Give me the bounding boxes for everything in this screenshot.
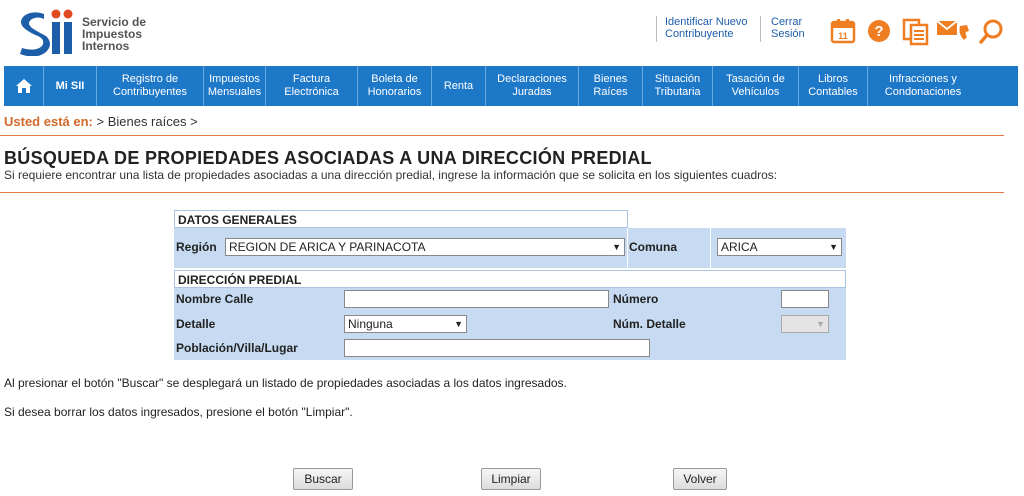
poblacion-input[interactable] xyxy=(344,339,650,357)
limpiar-button[interactable]: Limpiar xyxy=(481,468,541,490)
region-select[interactable] xyxy=(225,238,625,256)
nav-label: Libros xyxy=(818,73,848,85)
header-separator xyxy=(656,16,657,42)
cell-divider xyxy=(627,228,628,268)
nav-label: Electrónica xyxy=(284,86,339,98)
nav-label: Bienes xyxy=(593,73,628,85)
nav-label: Infracciones y xyxy=(889,73,957,85)
detalle-label: Detalle xyxy=(176,317,216,331)
home-icon xyxy=(15,78,33,94)
dropdown-arrow-icon: ▼ xyxy=(816,319,825,329)
detalle-select[interactable] xyxy=(344,315,467,333)
dropdown-arrow-icon: ▼ xyxy=(612,242,621,252)
nav-label: Declaraciones xyxy=(497,73,567,85)
comuna-select[interactable] xyxy=(717,238,842,256)
divider xyxy=(0,192,1004,193)
nav-bienes-raices[interactable] xyxy=(579,66,643,106)
nav-infracciones-condonaciones[interactable] xyxy=(868,66,978,106)
cell-divider xyxy=(710,228,711,268)
sii-logo-mark xyxy=(14,6,78,56)
poblacion-label: Población/Villa/Lugar xyxy=(176,341,298,355)
breadcrumb-lead: Usted está en: xyxy=(4,114,93,129)
contact-icon[interactable] xyxy=(936,18,962,44)
region-selected-value: REGION DE ARICA Y PARINACOTA xyxy=(229,240,426,254)
nombre-calle-label: Nombre Calle xyxy=(176,292,254,306)
numero-input[interactable] xyxy=(781,290,829,308)
nav-label: Raíces xyxy=(593,86,628,98)
direccion-predial-header: DIRECCIÓN PREDIAL xyxy=(174,270,846,288)
sii-logo[interactable] xyxy=(14,6,164,58)
nav-factura-electronica[interactable] xyxy=(266,66,358,106)
nav-label: Contribuyentes xyxy=(113,86,187,98)
buscar-button[interactable]: Buscar xyxy=(293,468,353,490)
breadcrumb-trail[interactable]: > Bienes raíces > xyxy=(92,114,198,129)
link-line: Contribuyente xyxy=(665,28,734,40)
nav-mi-sii[interactable] xyxy=(44,66,97,106)
nav-tasacion-vehiculos[interactable] xyxy=(713,66,799,106)
documents-icon[interactable] xyxy=(902,18,928,44)
nav-label: Registro de xyxy=(121,73,179,85)
link-line: Identificar Nuevo xyxy=(665,16,748,28)
volver-button[interactable]: Volver xyxy=(673,468,727,490)
nav-label: Impuestos xyxy=(209,73,260,85)
logo-line-3: Internos xyxy=(82,39,130,53)
detalle-selected-value: Ninguna xyxy=(348,317,393,331)
logo-line-1: Servicio de xyxy=(82,15,147,29)
page-subtitle: Si requiere encontrar una lista de propiedades asociadas a una dirección predial, ingrese la información que se solicita en los siguientes cuadros: xyxy=(4,168,778,182)
comuna-selected-value: ARICA xyxy=(721,240,758,254)
nav-label: Boleta de xyxy=(371,73,418,85)
help-icon[interactable] xyxy=(866,18,892,44)
nav-label: Renta xyxy=(443,79,474,92)
nav-label: Juradas xyxy=(512,86,552,98)
dropdown-arrow-icon: ▼ xyxy=(454,319,463,329)
nav-impuestos-mensuales[interactable] xyxy=(204,66,266,106)
nav-declaraciones-juradas[interactable] xyxy=(486,66,579,106)
nav-label: Tributaria xyxy=(654,86,701,98)
nav-label: Contables xyxy=(808,86,858,98)
num-detalle-label: Núm. Detalle xyxy=(613,317,686,331)
nav-renta[interactable] xyxy=(432,66,486,106)
logo-text xyxy=(82,16,146,52)
nav-label: Vehículos xyxy=(731,86,780,98)
divider xyxy=(0,135,1004,136)
breadcrumb xyxy=(4,114,198,129)
nombre-calle-input[interactable] xyxy=(344,290,609,308)
numero-label: Número xyxy=(613,292,659,306)
nav-boleta-honorarios[interactable] xyxy=(358,66,432,106)
nav-label: Mensuales xyxy=(207,86,262,98)
nav-home[interactable] xyxy=(4,66,44,106)
header-separator xyxy=(760,16,761,42)
nav-label: Situación xyxy=(654,73,701,85)
link-line: Cerrar xyxy=(771,16,803,28)
calendar-day: 11 xyxy=(838,31,848,41)
nav-registro-contribuyentes[interactable] xyxy=(97,66,204,106)
svg-text:?: ? xyxy=(874,23,884,40)
num-detalle-select xyxy=(781,315,829,333)
nav-label: Tasación de xyxy=(726,73,785,85)
page-title: BÚSQUEDA DE PROPIEDADES ASOCIADAS A UNA DIRECCIÓN PREDIAL xyxy=(4,148,652,168)
region-label: Región xyxy=(176,240,217,254)
limpiar-info-text: Si desea borrar los datos ingresados, presione el botón "Limpiar". xyxy=(4,405,353,419)
nav-label: Honorarios xyxy=(367,86,422,98)
nav-situacion-tributaria[interactable] xyxy=(643,66,713,106)
calendar-icon[interactable] xyxy=(830,18,856,44)
nav-libros-contables[interactable] xyxy=(799,66,868,106)
logo-line-2: Impuestos xyxy=(82,27,143,41)
nav-label: Factura xyxy=(292,73,331,85)
datos-generales-header: DATOS GENERALES xyxy=(174,210,628,228)
comuna-label: Comuna xyxy=(629,240,677,254)
buscar-info-text: Al presionar el botón "Buscar" se desplegará un listado de propiedades asociadas a los datos ingresados. xyxy=(4,376,567,390)
link-line: Sesión xyxy=(771,28,805,40)
search-icon[interactable] xyxy=(978,18,1004,44)
dropdown-arrow-icon: ▼ xyxy=(829,242,838,252)
main-nav xyxy=(4,66,1018,106)
identificar-contribuyente-link[interactable] xyxy=(665,16,748,40)
nav-label: Condonaciones xyxy=(884,86,962,98)
site-header xyxy=(0,0,1024,64)
nav-label: Mi SII xyxy=(55,79,85,92)
cerrar-sesion-link[interactable] xyxy=(771,16,805,40)
